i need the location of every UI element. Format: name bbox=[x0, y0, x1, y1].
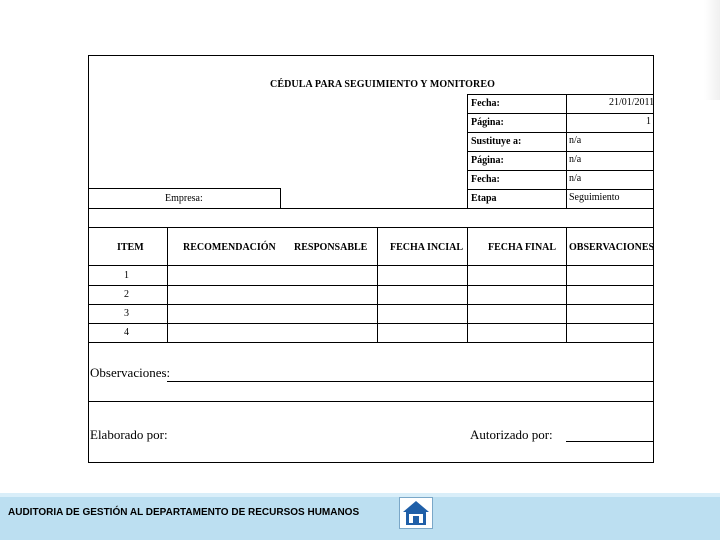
info-value-etapa: Seguimiento bbox=[569, 192, 620, 203]
info-value-sustituye: n/a bbox=[569, 135, 582, 146]
table-row: 4 bbox=[124, 327, 129, 338]
table-row: 3 bbox=[124, 308, 129, 319]
table-row: 2 bbox=[124, 289, 129, 300]
info-value-fecha-2: n/a bbox=[569, 173, 582, 184]
footer-title: AUDITORIA DE GESTIÓN AL DEPARTAMENTO DE RECURSOS HUMANOS bbox=[8, 507, 360, 518]
header-fecha-inicial: FECHA INCIAL bbox=[390, 242, 464, 253]
footer-highlight bbox=[0, 493, 720, 497]
header-fecha-final: FECHA FINAL bbox=[488, 242, 557, 253]
info-label-pagina-2: Página: bbox=[471, 155, 504, 166]
form-title: CÉDULA PARA SEGUIMIENTO Y MONITOREO bbox=[270, 79, 496, 90]
home-button[interactable] bbox=[399, 497, 433, 529]
info-value-fecha: 21/01/2011 bbox=[609, 97, 655, 108]
home-icon bbox=[400, 498, 432, 528]
header-recomendacion: RECOMENDACIÓN bbox=[183, 242, 276, 253]
header-responsable: RESPONSABLE bbox=[294, 242, 368, 253]
info-label-pagina: Página: bbox=[471, 117, 504, 128]
section-divider bbox=[88, 401, 654, 402]
info-value-pagina: 1 bbox=[646, 116, 651, 127]
elaborado-label: Elaborado por: bbox=[90, 427, 168, 442]
autorizado-label: Autorizado por: bbox=[470, 427, 553, 442]
info-label-fecha-2: Fecha: bbox=[471, 174, 500, 185]
header-item: ITEM bbox=[117, 242, 144, 253]
observaciones-label: Observaciones: bbox=[90, 365, 171, 380]
info-label-sustituye: Sustituye a: bbox=[471, 136, 522, 147]
slide-edge-shadow bbox=[704, 0, 720, 100]
info-value-pagina-2: n/a bbox=[569, 154, 582, 165]
empresa-label: Empresa: bbox=[165, 193, 203, 204]
info-label-etapa: Etapa bbox=[471, 193, 497, 204]
observaciones-line bbox=[167, 381, 654, 382]
header-observaciones: OBSERVACIONES bbox=[569, 242, 655, 253]
info-label-fecha: Fecha: bbox=[471, 98, 500, 109]
autorizado-line bbox=[566, 441, 654, 442]
table-row: 1 bbox=[124, 270, 129, 281]
